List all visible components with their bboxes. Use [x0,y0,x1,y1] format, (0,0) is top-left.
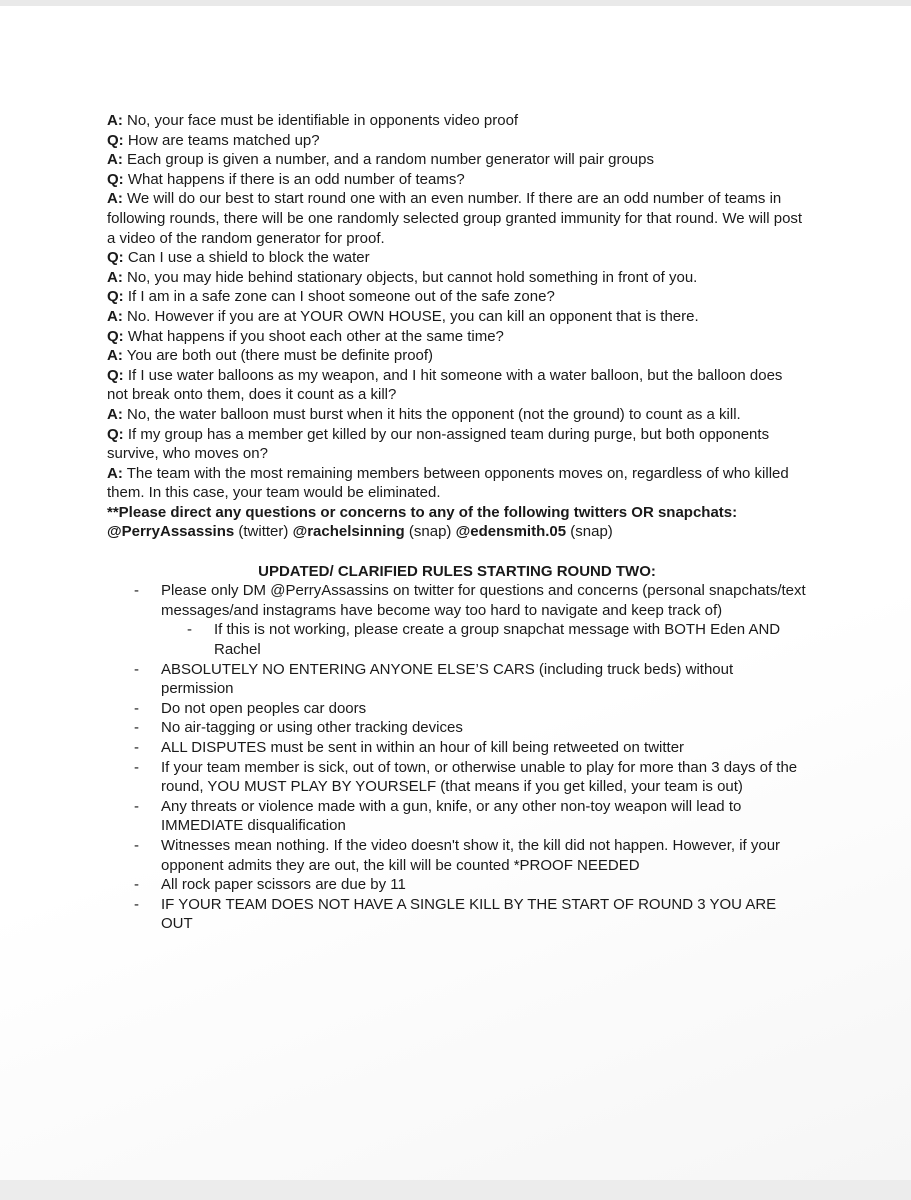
contact-intro: **Please direct any questions or concerns to any of the following twitters OR snapchats: [107,503,738,521]
rule-subitem: - If this is not working, please create a group snapchat message with BOTH Eden AND Rachel [107,620,807,659]
document-body [107,111,807,934]
qa-text: If my group has a member get killed by our non-assigned team during purge, but both opponents survive, who moves on? [107,425,770,463]
qa-label: A: [107,307,123,325]
bottom-border [0,1180,911,1200]
rule-item: - Please only DM @PerryAssassins on twitter for questions and concerns (personal snapchats/text messages/and instagrams have become way too hard to navigate and keep track of) [107,581,807,620]
qa-question [107,131,807,151]
qa-text: Can I use a shield to block the water [127,249,370,267]
rules-list [107,581,807,934]
document-page [0,6,911,1180]
twitter-handle: @PerryAssassins [107,523,235,541]
qa-label: A: [107,112,123,129]
qa-text: What happens if you shoot each other at the same time? [127,327,504,345]
rule-item: - ABSOLUTELY NO ENTERING ANYONE ELSE’S CARS (including truck beds) without permission [107,660,807,699]
rule-item: - Witnesses mean nothing. If the video doesn't show it, the kill did not happen. However, if your opponent admits they are out, the kill will be counted *PROOF NEEDED [107,836,807,875]
twitter-note: (twitter) [238,523,289,541]
rule-item: - ALL DISPUTES must be sent in within an hour of kill being retweeted on twitter [107,738,807,758]
qa-label: A: [107,347,123,365]
qa-text: Each group is given a number, and a random number generator will pair groups [127,151,654,169]
qa-question [107,327,807,347]
rule-item: - No air-tagging or using other tracking devices [107,718,807,738]
qa-answer [107,268,807,288]
qa-text: The team with the most remaining members between opponents moves on, regardless of who killed them. In this case, your team would be eliminated. [107,464,789,502]
qa-label: Q: [107,131,124,149]
snap-note: (snap) [408,523,452,541]
snap-note: (snap) [570,523,613,541]
qa-text: How are teams matched up? [127,131,320,149]
snap-handle-rachel: @rachelsinning [292,523,405,541]
qa-label: Q: [107,366,124,384]
qa-label: Q: [107,170,124,188]
qa-text: No. However if you are at YOUR OWN HOUSE, you can kill an opponent that is there. [127,307,699,325]
qa-text: No, you may hide behind stationary objects, but cannot hold something in front of you. [127,268,698,286]
qa-answer [107,464,807,503]
qa-question [107,287,807,307]
qa-label: Q: [107,288,124,306]
qa-label: Q: [107,425,124,443]
snap-handle-eden: @edensmith.05 [455,523,567,541]
qa-answer [107,405,807,425]
qa-question [107,425,807,464]
qa-text: You are both out (there must be definite proof) [126,347,434,365]
qa-text: What happens if there is an odd number of teams? [127,170,465,188]
qa-label: A: [107,464,123,482]
qa-label: A: [107,190,123,208]
rule-item: - All rock paper scissors are due by 11 [107,875,807,895]
qa-text: We will do our best to start round one with an even number. If there are an odd number of teams in following rounds, there will be one randomly selected group granted immunity for that round. We will post a video of the random generator for proof. [107,190,803,247]
qa-label: Q: [107,327,124,345]
rule-item: - Do not open peoples car doors [107,699,807,719]
qa-question [107,366,807,405]
qa-label: A: [107,151,123,169]
qa-answer [107,189,807,248]
rule-item: - Any threats or violence made with a gun, knife, or any other non-toy weapon will lead to IMMEDIATE disqualification [107,797,807,836]
qa-answer [107,346,807,366]
contact-info [107,503,807,542]
qa-text: No, your face must be identifiable in opponents video proof [127,112,519,129]
rule-item: - If your team member is sick, out of town, or otherwise unable to play for more than 3 days of the round, YOU MUST PLAY BY YOURSELF (that means if you get killed, your team is out) [107,758,807,797]
qa-answer [107,150,807,170]
qa-question [107,248,807,268]
qa-label: A: [107,268,123,286]
qa-label: A: [107,405,123,423]
qa-text: If I am in a safe zone can I shoot someone out of the safe zone? [127,288,555,306]
qa-text: No, the water balloon must burst when it hits the opponent (not the ground) to count as a kill. [127,405,741,423]
rules-heading: UPDATED/ CLARIFIED RULES STARTING ROUND TWO: [258,562,656,580]
qa-answer [107,111,807,131]
qa-text: If I use water balloons as my weapon, and I hit someone with a water balloon, but the balloon does not break onto them, does it count as a kill? [107,366,783,404]
qa-answer [107,307,807,327]
qa-label: Q: [107,249,124,267]
qa-question [107,170,807,190]
rule-item: - IF YOUR TEAM DOES NOT HAVE A SINGLE KILL BY THE START OF ROUND 3 YOU ARE OUT [107,895,807,934]
